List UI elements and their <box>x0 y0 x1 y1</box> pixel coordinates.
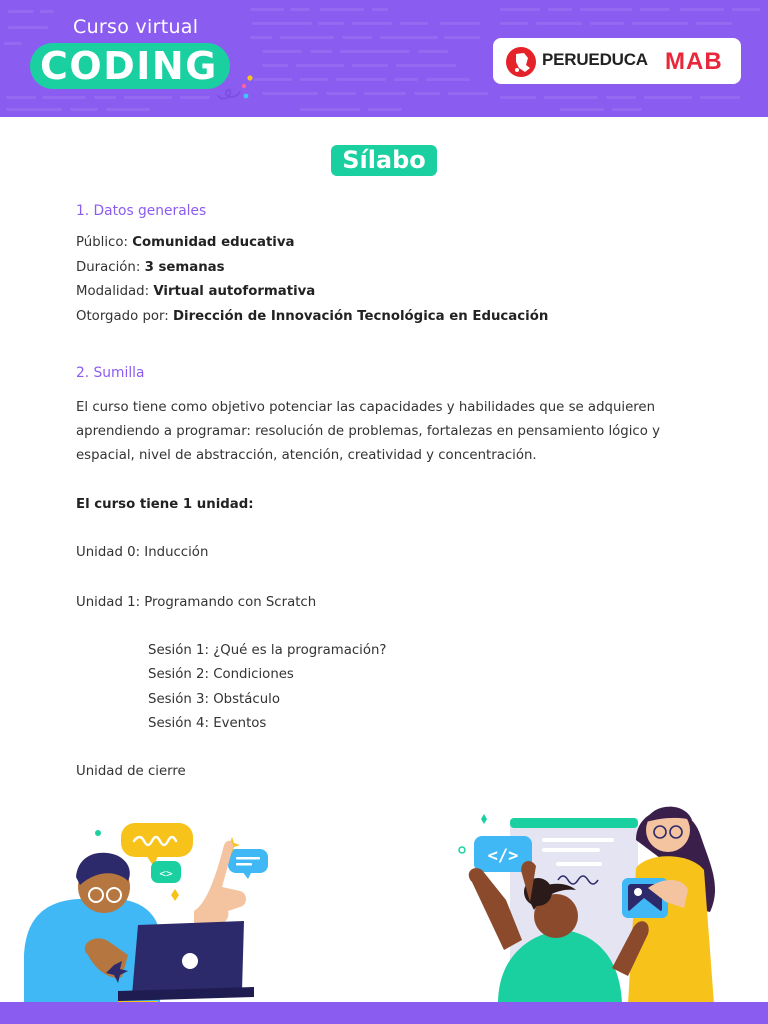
field-duration <box>76 260 225 275</box>
field-value: Comunidad educativa <box>132 235 295 250</box>
header-banner <box>0 0 768 117</box>
footer-bar <box>0 1002 768 1024</box>
session-item: Sesión 1: ¿Qué es la programación? <box>148 643 387 658</box>
student-with-laptop-illustration <box>18 815 288 1005</box>
chat-bubble-icon <box>228 849 268 879</box>
page-title: Sílabo <box>342 146 426 174</box>
unit-0: Unidad 0: Inducción <box>76 545 209 560</box>
svg-text:<>: <> <box>159 867 173 880</box>
mab-logo-text: MAB <box>665 48 723 75</box>
units-intro: El curso tiene 1 unidad: <box>76 497 254 512</box>
field-value: 3 semanas <box>144 260 225 275</box>
speech-bubble-icon <box>121 823 193 867</box>
field-label: Modalidad: <box>76 284 154 299</box>
session-item: Sesión 2: Condiciones <box>148 667 294 682</box>
unit-1: Unidad 1: Programando con Scratch <box>76 595 317 610</box>
summary-line: aprendiendo a programar: resolución de problemas, fortalezas en pensamiento lógico y <box>76 424 660 439</box>
squiggle-decoration-icon <box>214 70 254 104</box>
partner-logos <box>493 38 741 84</box>
code-bubble-icon <box>151 861 181 883</box>
section-heading-general-data: 1. Datos generales <box>76 203 207 219</box>
field-label: Otorgado por: <box>76 309 173 324</box>
peru-emblem-icon <box>505 46 537 78</box>
course-type-label: Curso virtual <box>73 16 199 38</box>
summary-line: El curso tiene como objetivo potenciar las capacidades y habilidades que se adquieren <box>76 400 656 415</box>
section-heading-summary: 2. Sumilla <box>76 365 145 381</box>
field-modality <box>76 284 315 299</box>
closing-unit: Unidad de cierre <box>76 764 186 779</box>
field-audience <box>76 235 295 250</box>
field-granted-by <box>76 309 548 324</box>
field-label: Duración: <box>76 260 145 275</box>
field-label: Público: <box>76 235 133 250</box>
session-item: Sesión 4: Eventos <box>148 716 267 731</box>
field-value: Virtual autoformativa <box>153 284 316 299</box>
field-value: Dirección de Innovación Tecnológica en Educación <box>172 309 549 324</box>
perueduca-logo-text: PERUEDUCA <box>542 50 648 69</box>
session-item: Sesión 3: Obstáculo <box>148 692 280 707</box>
team-coding-illustration <box>452 790 742 1004</box>
laptop-icon <box>118 921 254 1001</box>
course-name: CODING <box>40 44 218 88</box>
summary-line: espacial, nivel de abstracción, atención, creatividad y concentración. <box>76 448 537 463</box>
svg-text:</>: </> <box>487 846 519 866</box>
